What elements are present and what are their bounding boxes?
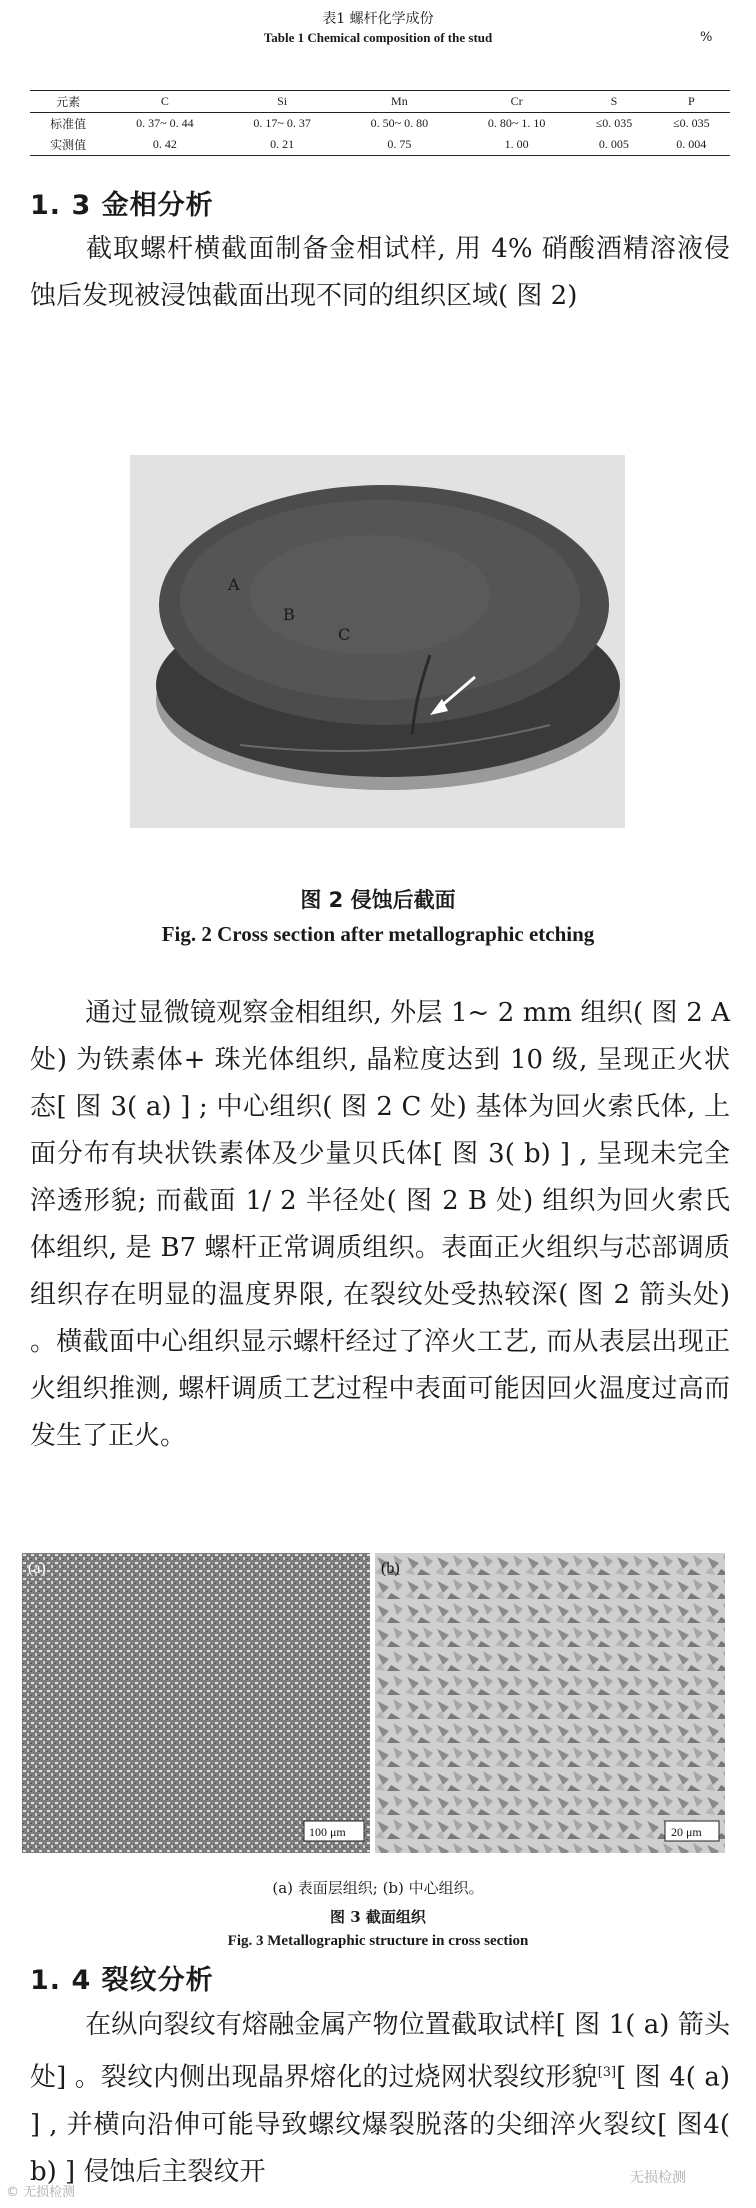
figure-3a-micrograph [22,1553,370,1853]
figure-3-subcaption: (a) 表面层组织; (b) 中心组织。 [272,1879,484,1897]
table-header-cell: Mn [341,91,458,113]
table-caption-cn: 表1 螺杆化学成份 [322,11,434,27]
figure-3-caption-en: Fig. 3 Metallographic structure in cross section [227,1933,529,1949]
table-cell: 0. 75 [341,134,458,156]
region-label-c: C [338,625,351,644]
panel-b-label: (b) [381,1560,400,1577]
table-cell: 0. 004 [653,134,730,156]
table-cell: ≤0. 035 [595,116,633,130]
table-header-cell: Si [224,91,341,113]
table-header-cell: P [653,91,730,113]
figure-3-caption-cn: 图 3 截面组织 [330,1908,426,1926]
table-cell: 标准值 [50,117,87,131]
table-header-cell: Cr [458,91,575,113]
watermark-right: 无损检测 [630,2170,686,2186]
figure-3b-micrograph [375,1553,725,1853]
table-cell: ≤0. 035 [673,116,710,130]
paragraph-section-1-4 [30,2002,730,2196]
etched-cross-section-image [130,455,625,828]
micrograph-surface-image [22,1553,370,1853]
section-heading-1-4: 1. 4 裂纹分析 [30,1965,214,1996]
paragraph-text: 通过显微镜观察金相组织, 外层 1~ 2 mm 组织( 图 2 A 处) 为铁素体+ 珠光体组织, 晶粒度达到 10 级, 呈现正火状态[ 图 3( a) ] ; 中心组织( 图 2 C 处) 基体为回火索氏体, 上面分布有块状铁素体及少量贝氏体[ 图 3( b) ] , 呈现未完全淬透形貌; 而截面 1/ 2 半径处( 图 2 B 处) 组织为回火索氏体组织, 是 B7 螺杆正常调质组织。表面正火组织与芯部调质组织存在明显的温度界限, 在裂纹处受热较深( 图 2 箭头处) 。横截面中心组织显示螺杆经过了淬火工艺, 而从表层出现正火组织推测, 螺杆调质工艺过程中表面可能因回火温度过高而发生了正火。 [30,998,730,1451]
table-cell: 0. 80~ 1. 10 [487,116,546,130]
paragraph-section-1-3 [30,226,730,320]
paragraph-metallography [30,990,730,1460]
table-header-row [30,91,730,113]
table-header-cell: S [575,91,652,113]
table-cell: 0. 50~ 0. 80 [370,116,429,130]
figure-2-caption-cn: 图 2 侵蚀后截面 [300,888,456,912]
paragraph-text: [ 图 4( a) ] , 并横向沿伸可能导致螺纹爆裂脱落的尖细淬火裂纹[ 图4( b) ] 侵蚀后主裂纹开 [30,2062,730,2187]
watermark-left: © 无损检测 [6,2185,76,2200]
table-header-cell: 元素 [30,91,106,113]
chemical-composition-table [30,90,730,156]
table-cell: 0. 37~ 0. 44 [136,116,194,130]
region-label-b: B [283,605,295,624]
table-unit: % [700,30,713,45]
table-caption-en: Table 1 Chemical composition of the stud [263,30,493,45]
citation-ref[interactable]: [3] [597,2065,617,2080]
paragraph-text: 在纵向裂纹有熔融金属产物位置截取试样[ 图 1( a) 箭头处] 。裂纹内侧出现晶界熔化的过烧网状裂纹形貌 [30,2010,730,2093]
table-row [30,134,730,156]
figure-2-caption-en: Fig. 2 Cross section after metallographic etching [161,922,595,946]
scale-bar-b: 20 μm [671,1825,702,1839]
table-cell: 0. 42 [106,134,223,156]
table-cell: 0. 005 [575,134,652,156]
table-cell: 0. 21 [224,134,341,156]
table-cell: 实测值 [30,134,106,156]
paragraph-text: 截取螺杆横截面制备金相试样, 用 4% 硝酸酒精溶液侵蚀后发现被浸蚀截面出现不同的组织区域( 图 2) [30,234,730,311]
region-label-a: A [228,575,240,594]
table-row [30,113,730,135]
table-header-cell: C [106,91,223,113]
table-cell: 1. 00 [458,134,575,156]
micrograph-center-image [375,1553,725,1853]
scale-bar-a: 100 μm [309,1825,346,1839]
section-heading-1-3: 1. 3 金相分析 [30,190,214,221]
figure-2-photo [130,455,625,828]
panel-a-label: (a) [28,1560,46,1577]
table-cell: 0. 17~ 0. 37 [253,116,311,130]
